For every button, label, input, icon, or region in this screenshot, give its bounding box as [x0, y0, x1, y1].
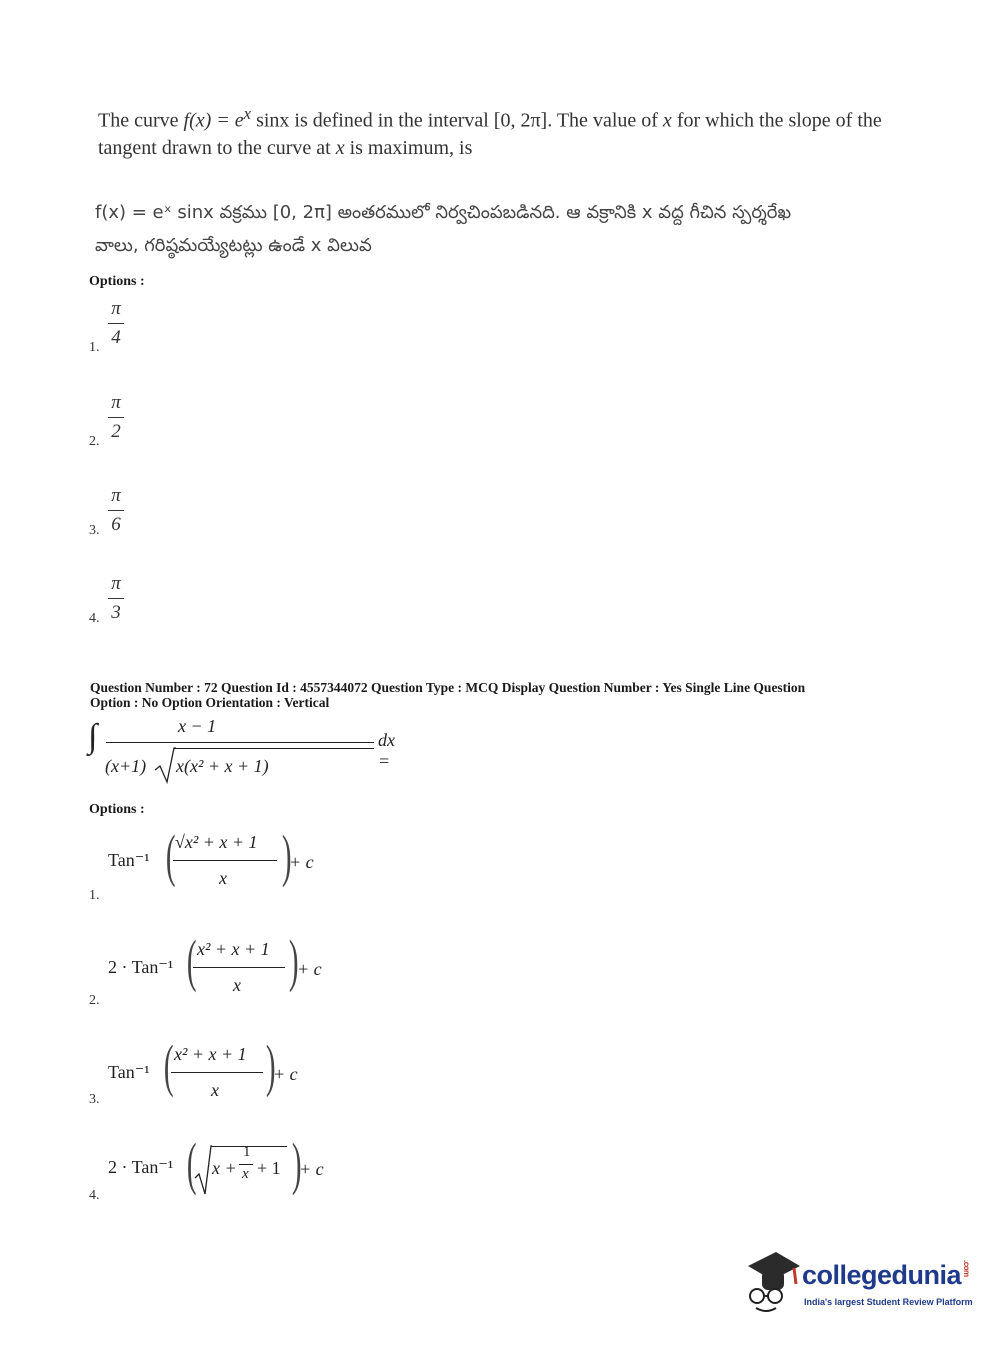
telugu-line-1: f(x) = eˣ sinx వక్రము [0, 2π] అంతరములో నిర్వచింపబడినది. ఆ వక్రానికి x వద్ద గీచిన స్పర్శరేఖ	[95, 202, 792, 223]
options-label-2: Options :	[89, 802, 145, 817]
integral-expression: ∫ x − 1 (x+1) x(x² + x + 1) dx =	[88, 716, 348, 786]
q2-option-1[interactable]: 1. Tan⁻¹ ( √x² + x + 1 x ) + c	[89, 823, 314, 903]
question-1-telugu	[95, 196, 895, 262]
question-2-meta: Question Number : 72 Question Id : 4557344072 Question Type : MCQ Display Question Number : Yes Single Line Question Option : No Option Orientation : Vertical	[90, 680, 806, 710]
brand-suffix: .com	[962, 1260, 972, 1277]
brand-name: collegedunia	[802, 1260, 962, 1290]
q2-option-4[interactable]: 4. 2 · Tan⁻¹ ( x + 1 x + 1 ) + c	[89, 1131, 324, 1203]
q2-option-3[interactable]: 3. Tan⁻¹ ( x² + x + 1 x ) + c	[89, 1033, 298, 1107]
brand-tagline: India's largest Student Review Platform	[804, 1297, 973, 1307]
sqrt-sign	[154, 746, 176, 784]
question-1-english: The curve $f(x) = e^x$ sinx is defined in the interval [0, 2π]. The value of x for which the slope of the tangent drawn to the curve at x is maximum, is	[98, 104, 882, 159]
sqrt-sign	[194, 1144, 212, 1196]
options-label-1: Options :	[89, 274, 145, 289]
collegedunia-logo[interactable]	[742, 1250, 972, 1314]
telugu-line-2: వాలు, గరిష్ఠమయ్యేటట్లు ఉండే x విలువ	[95, 235, 372, 256]
mascot-icon	[742, 1250, 802, 1314]
q2-option-2[interactable]: 2. 2 · Tan⁻¹ ( x² + x + 1 x ) + c	[89, 928, 322, 1008]
